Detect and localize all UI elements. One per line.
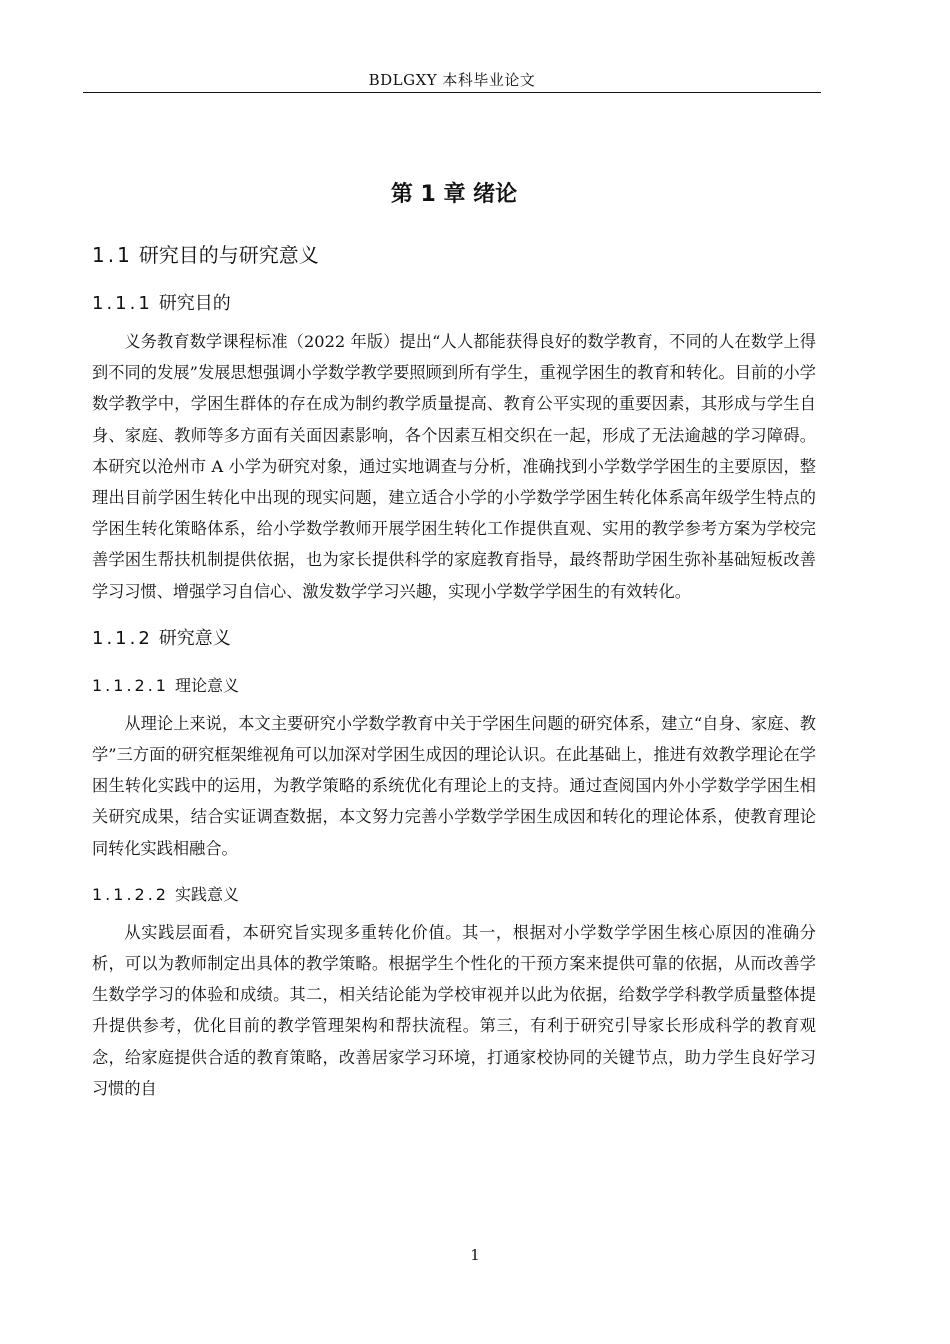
subsubsection-number: 1.1.2.1 — [92, 675, 169, 695]
practical-significance-paragraph: 从实践层面看，本研究旨实现多重转化价值。其一，根据对小学数学学困生核心原因的准确分析，可以为教师制定出具体的教学策略。根据学生个性化的干预方案来提供可靠的依据，从而改善学生数学学习的体验和成绩。其二，相关结论能为学校审视并以此为依据，给数学学科教学质量整体提升提供参考，优化目前的教学管理架构和帮扶流程。第三，有利于研究引导家长形成科学的教育观念，给家庭提供合适的教育策略，改善居家学习环境，打通家校协同的关键节点，助力学生良好学习习惯的自 — [92, 922, 816, 1098]
subsection-heading-1-1-1 — [92, 291, 816, 317]
theoretical-significance-paragraph: 从理论上来说，本文主要研究小学数学教育中关于学困生问题的研究体系，建立“自身、家庭、教学”三方面的研究框架维视角可以加深对学困生成因的理论认识。在此基础上，推进有效教学理论在学困生转化实践中的运用，为教学策略的系统优化有理论上的支持。通过查阅国内外小学数学学困生相关研究成果，结合实证调查数据，本文努力完善小学数学学困生成因和转化的理论体系，使教育理论同转化实践相融合。 — [92, 713, 816, 858]
subsection-title-text: 研究意义 — [158, 627, 231, 649]
section-title-text: 研究目的与研究意义 — [138, 243, 319, 267]
subsubsection-title-text: 理论意义 — [174, 675, 239, 695]
subsection-title-text: 研究目的 — [158, 293, 231, 314]
subsection-number: 1.1.1 — [92, 293, 153, 314]
running-header: BDLGXY 本科毕业论文 — [368, 71, 536, 89]
subsubsection-heading-1-1-2-2 — [92, 883, 816, 907]
section-number: 1.1 — [92, 243, 133, 267]
page-body — [92, 176, 816, 1123]
subsubsection-title-text: 实践意义 — [174, 884, 239, 904]
research-purpose-paragraph: 义务教育数学课程标准（2022 年版）提出“人人都能获得良好的数学教育，不同的人在数学上得到不同的发展”发展思想强调小学数学教学要照顾到所有学生，重视学困生的教育和转化。目前的小学数学教学中，学困生群体的存在成为制约教学质量提高、教育公平实现的重要因素，其形成与学生自身、家庭、教师等多方面有关面因素影响，各个因素互相交织在一起，形成了无法逾越的学习障碍。本研究以沧州市 A 小学为研究对象，通过实地调查与分析，准确找到小学数学学困生的主要原因，整理出目前学困生转化中出现的现实问题，建立适合小学的小学数学学困生转化体系高年级学生特点的学困生转化策略体系，给小学数学教师开展学困生转化工作提供直观、实用的教学参考方案为学校完善学困生帮扶机制提供依据，也为家长提供科学的家庭教育指导，最终帮助学困生弥补基础短板改善学习习惯、增强学习自信心、激发数学学习兴趣，实现小学数学学困生的有效转化。 — [92, 332, 816, 601]
subsubsection-heading-1-1-2-1 — [92, 674, 816, 698]
subsection-heading-1-1-2 — [92, 626, 816, 652]
chapter-title: 第 1 章 绪论 — [390, 182, 518, 207]
subsection-number: 1.1.2 — [92, 627, 153, 649]
page-number: 1 — [470, 1246, 480, 1264]
header-rule — [83, 92, 821, 93]
section-heading-1-1 — [92, 241, 816, 269]
subsubsection-number: 1.1.2.2 — [92, 884, 169, 904]
